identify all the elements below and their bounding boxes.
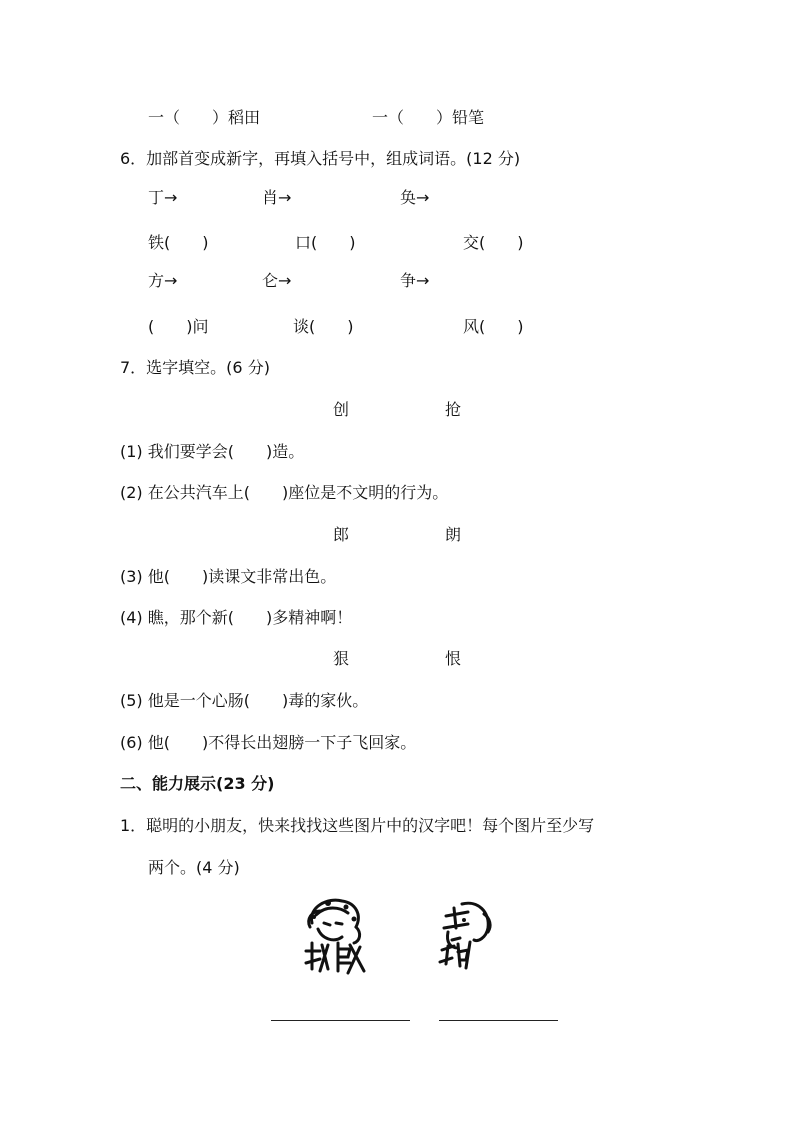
q7-sentence: (6) 他( )不得长出翅膀一下子飞回家。 (120, 733, 417, 752)
q7-choice-char: 郎 (333, 525, 350, 544)
fill-item-pencil: 一（ ）铅笔 (372, 108, 485, 127)
q7-sentence: (4) 瞧，那个新( )多精神啊！ (120, 608, 353, 627)
q6-word-item: 口( ) (295, 233, 356, 252)
q1-prompt-line1: 1．聪明的小朋友，快来找找这些图片中的汉字吧！每个图片至少写 (120, 816, 595, 835)
q7-sentence: (3) 他( )读课文非常出色。 (120, 567, 337, 586)
q7-prompt: 7．选字填空。(6 分) (120, 358, 270, 377)
q6-word-item: 交( ) (463, 233, 524, 252)
q7-sentence: (1) 我们要学会( )造。 (120, 442, 305, 461)
q1-prompt-line2: 两个。(4 分) (148, 858, 240, 877)
fill-item-paddy: 一（ ）稻田 (148, 108, 261, 127)
q6-word-item: ( )问 (148, 317, 209, 336)
calligraphy-old-man-picture (434, 898, 496, 972)
q7-choice-char: 恨 (445, 649, 462, 668)
q7-sentence: (2) 在公共汽车上( )座位是不文明的行为。 (120, 483, 449, 502)
q7-sentence: (5) 他是一个心肠( )毒的家伙。 (120, 691, 369, 710)
q7-choice-char: 创 (333, 400, 350, 419)
calligraphy-girl-picture (298, 893, 376, 975)
q6-word-item: 风( ) (463, 317, 524, 336)
q6-radical-item: 仑→ (262, 271, 292, 290)
q6-radical-item: 肖→ (262, 188, 292, 207)
q6-radical-item: 奂→ (400, 188, 430, 207)
answer-line[interactable] (439, 1020, 558, 1021)
q6-word-item: 谈( ) (293, 317, 354, 336)
answer-line[interactable] (271, 1020, 410, 1021)
q7-choice-char: 朗 (445, 525, 462, 544)
q6-radical-item: 丁→ (148, 188, 178, 207)
q6-prompt: 6．加部首变成新字，再填入括号中，组成词语。(12 分) (120, 149, 521, 168)
q6-radical-item: 争→ (400, 271, 430, 290)
q6-radical-item: 方→ (148, 271, 178, 290)
q6-word-item: 铁( ) (148, 233, 209, 252)
q7-choice-char: 狠 (333, 649, 350, 668)
q7-choice-char: 抢 (445, 400, 462, 419)
section-title: 二、能力展示(23 分) (120, 774, 275, 793)
